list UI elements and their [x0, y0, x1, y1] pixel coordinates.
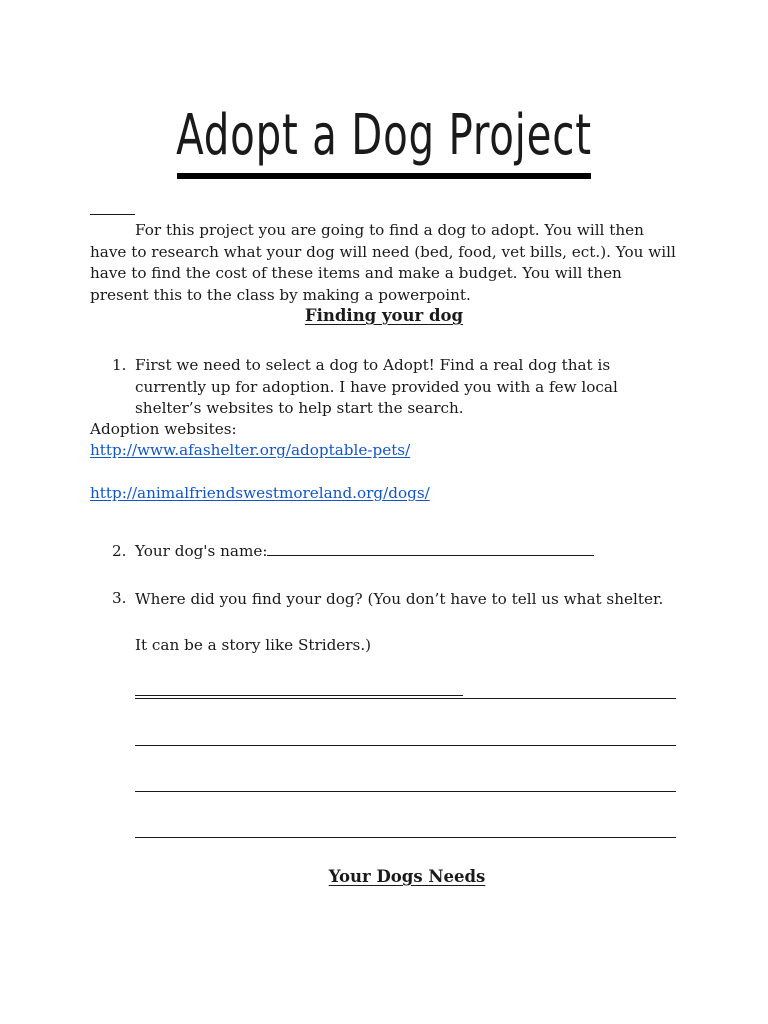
list-item-text-with-blank — [135, 576, 680, 714]
list-item-number: 3. — [112, 589, 127, 607]
list-item — [90, 588, 680, 714]
list-item-number: 2. — [112, 542, 127, 560]
intro-paragraph: For this project you are going to find a dog to adopt. You will then have to research what your dog will need (bed, food, vet bills, ect.). You will have to find the cost of these items and make a budget. You will then present this to the class by making a powerpoint. — [90, 221, 676, 304]
find-dog-answer-blank[interactable] — [135, 681, 463, 696]
document-title: Adopt a Dog Project — [176, 103, 592, 168]
section-heading-your-dogs-needs: Your Dogs Needs — [328, 867, 486, 886]
answer-line[interactable] — [135, 745, 676, 746]
answer-line[interactable] — [135, 791, 676, 792]
find-dog-question: Where did you find your dog? (You don’t have to tell us what shelter. It can be a story like Striders.) — [135, 590, 664, 654]
list-item — [90, 355, 680, 420]
list-item-number: 1. — [112, 356, 127, 374]
list-item — [90, 541, 680, 563]
dog-name-label: Your dog's name: — [135, 542, 268, 560]
shelter-link-afashelter[interactable]: http://www.afashelter.org/adoptable-pets/ — [90, 441, 411, 459]
list-item-text: First we need to select a dog to Adopt! Find a real dog that is currently up for adoption. I have provided you with a few local shelter’s websites to help start the search. — [135, 356, 618, 417]
answer-line[interactable] — [135, 837, 676, 838]
section-heading-finding-your-dog: Finding your dog — [304, 306, 464, 325]
intro-indent-blank — [90, 214, 135, 215]
shelter-link-animalfriends[interactable]: http://animalfriendswestmoreland.org/dogs/ — [90, 484, 430, 502]
title-underline — [177, 173, 591, 179]
list-item-text-with-blank — [135, 541, 680, 563]
dog-name-answer-blank[interactable] — [267, 541, 594, 556]
adoption-websites-label: Adoption websites: — [90, 420, 237, 438]
answer-line[interactable] — [135, 698, 676, 699]
